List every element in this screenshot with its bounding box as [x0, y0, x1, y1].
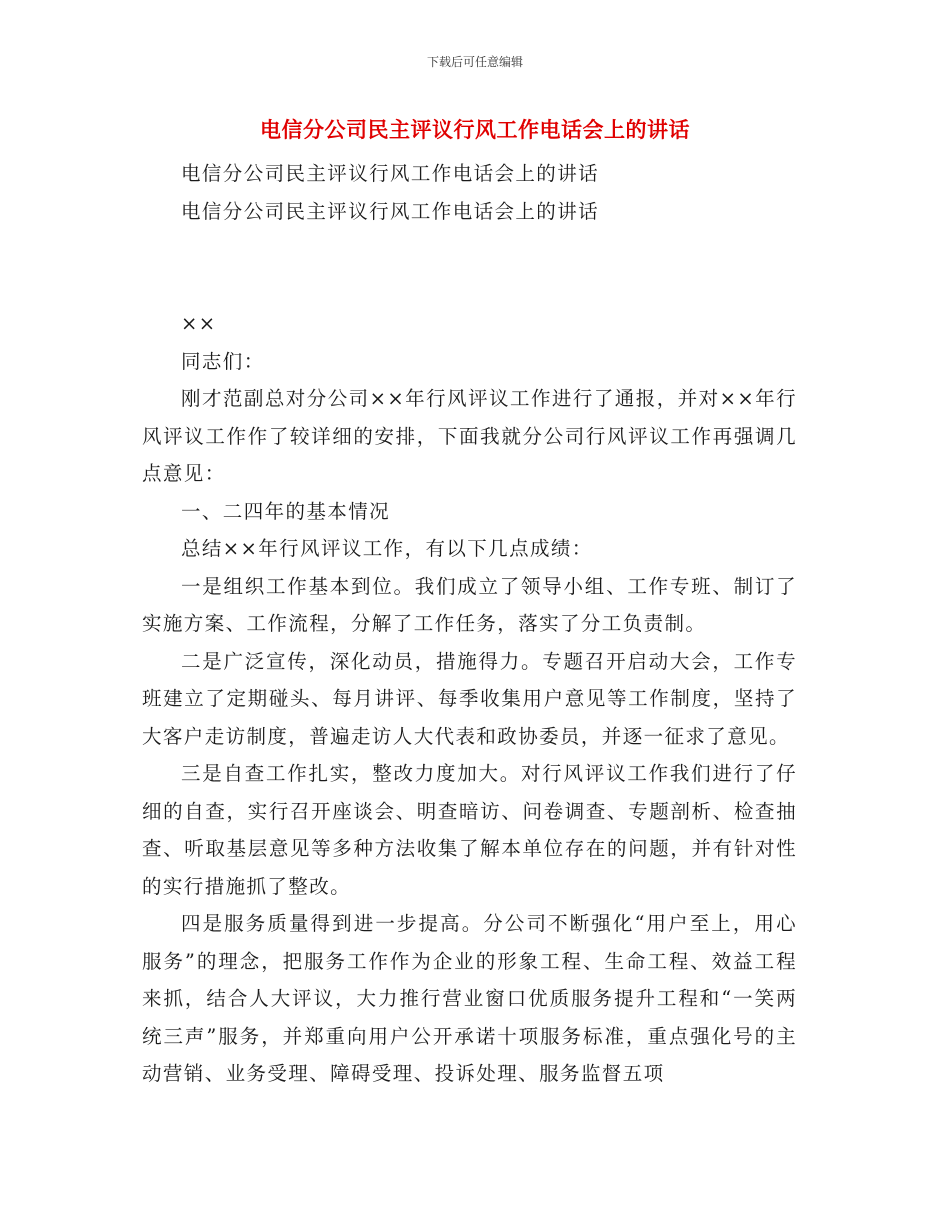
paragraph: 总结××年行风评议工作，有以下几点成绩：: [181, 537, 593, 560]
paragraph: 二是广泛宣传，深化动员，措施得力。专题召开启动大会，工作专班建立了定期碰头、每月讲评、每季收集用户意见等工作制度，坚持了大客户走访制度，普遍走访人大代表和政协委员，并逐一征求了意见。: [142, 649, 797, 748]
header-note: 下载后可任意编辑: [426, 55, 523, 69]
document-title: 电信分公司民主评议行风工作电话会上的讲话: [260, 117, 690, 142]
document-body: [142, 155, 797, 1093]
paragraph: 一是组织工作基本到位。我们成立了领导小组、工作专班、制订了实施方案、工作流程，分解了工作任务，落实了分工负责制。: [142, 574, 797, 635]
paragraph: 刚才范副总对分公司××年行风评议工作进行了通报，并对××年行风评议工作作了较详细的安排，下面我就分公司行风评议工作再强调几点意见：: [142, 387, 797, 485]
paragraph: 四是服务质量得到进一步提高。分公司不断强化“用户至上，用心服务”的理念，把服务工作作为企业的形象工程、生命工程、效益工程来抓，结合人大评议，大力推行营业窗口优质服务提升工程和“一笑两统三声”服务，并郑重向用户公开承诺十项服务标准，重点强化号的主动营销、业务受理、障碍受理、投诉处理、服务监督五项: [142, 912, 797, 1085]
subtitle-line: 电信分公司民主评议行风工作电话会上的讲话: [181, 162, 600, 185]
subtitle-line: 电信分公司民主评议行风工作电话会上的讲话: [181, 199, 600, 223]
speaker-placeholder: ××: [181, 312, 217, 335]
salutation: 同志们：: [181, 349, 265, 373]
paragraph: 三是自查工作扎实，整改力度加大。对行风评议工作我们进行了仔细的自查，实行召开座谈会、明查暗访、问卷调查、专题剖析、检查抽查、听取基层意见等多种方法收集了解本单位存在的问题，并有针对性的实行措施抓了整改。: [142, 762, 797, 898]
section-heading: 一、二四年的基本情况: [181, 499, 391, 523]
